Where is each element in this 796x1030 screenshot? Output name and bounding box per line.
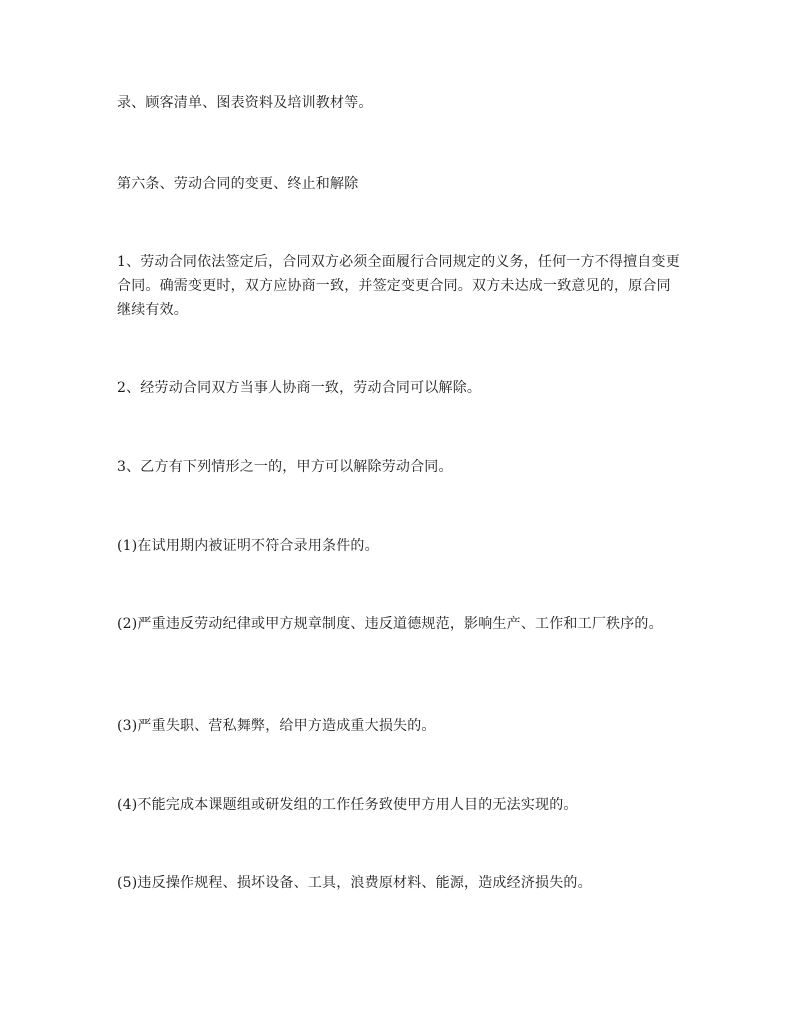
section-heading-article-6: 第六条、劳动合同的变更、终止和解除 [117,176,359,192]
list-item-3: (3)严重失职、营私舞弊，给甲方造成重大损失的。 [117,718,436,734]
list-item-5: (5)违反操作规程、损坏设备、工具，浪费原材料、能源，造成经济损失的。 [117,875,592,891]
list-item-4: (4)不能完成本课题组或研发组的工作任务致使甲方用人目的无法实现的。 [117,797,578,813]
list-item-1: (1)在试用期内被证明不符合录用条件的。 [117,538,379,554]
paragraph-clause-2: 2、经劳动合同双方当事人协商一致，劳动合同可以解除。 [117,380,482,396]
paragraph-clause-3: 3、乙方有下列情形之一的，甲方可以解除劳动合同。 [117,459,453,475]
paragraph-clause-1: 1、劳动合同依法签定后，合同双方必须全面履行合同规定的义务，任何一方不得擅自变更合同。确需变更时，双方应协商一致，并签定变更合同。双方未达成一致意见的，原合同继续有效。 [117,254,680,318]
list-item-2: (2)严重违反劳动纪律或甲方规章制度、违反道德规范，影响生产、工作和工厂秩序的。 [117,616,663,632]
paragraph-continuation: 录、顾客清单、图表资料及培训教材等。 [117,95,373,111]
